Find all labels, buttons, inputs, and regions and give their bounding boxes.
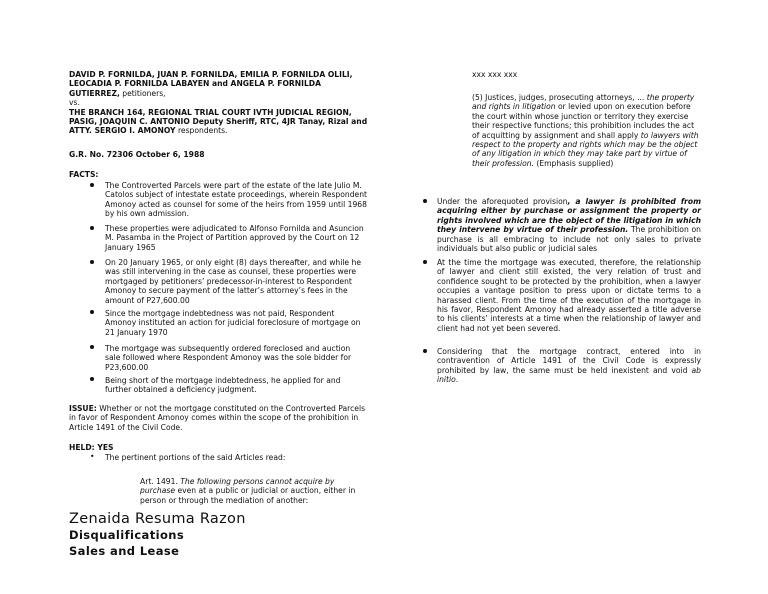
right-item-1-c: The prohibition on purchase is all embracing to include not only sales to private individuals but also public or judicial sales (437, 225, 701, 254)
para5-c: or levied upon on execution before the court within whose junction or territory they exercise their respective functions; this prohibition includes the act of acquitting by assignment and shall apply (472, 102, 695, 140)
facts-bullet-1 (90, 183, 94, 187)
held-item: The pertinent portions of the said Articles read: (105, 453, 286, 462)
facts-item-1: The Controverted Parcels were part of the estate of the late Julio M. Catolos subject of intestate estate proceedings, wherein Respondent Amonoy acted as counsel for some of the heirs from 1959 until 1968 by his own admission. (105, 181, 367, 219)
para5-e: (Emphasis supplied) (533, 158, 614, 168)
para5-a: (5) Justices, judges, prosecuting attorneys, ... (472, 93, 647, 102)
right-item-1 (437, 197, 701, 253)
right-item-3 (437, 347, 701, 385)
facts-bullet-3 (90, 260, 94, 264)
petitioners-names: DAVID P. FORNILDA, JUAN P. FORNILDA, EMILIA P. FORNILDA OLILI, LEOCADIA P. FORNILDA LABAYEN and ANGELA P. FORNILDA GUTIERREZ, (69, 70, 353, 98)
issue-text: Whether or not the mortgage constituted on the Controverted Parcels in favor of Respondent Amonoy comes within the scope of the prohibition in Article 1491 of the Civil Code. (69, 404, 366, 432)
para5-b: the property and rights in litigation (472, 93, 695, 112)
right-item-3-a: Considering that the mortgage contract, entered into in contravention of Article 1491 of the Civil Code is expressly prohibited by law, the same must be held inexistent and void (437, 347, 701, 375)
facts-item-5: The mortgage was subsequently ordered foreclosed and auction sale followed where Respondent Amonoy was the sole bidder for P23,600.00 (105, 344, 352, 372)
versus-text: vs. (69, 98, 80, 108)
article-italic: The following persons cannot acquire by purchase (140, 477, 335, 496)
facts-item-3: On 20 January 1965, or only eight (8) days thereafter, and while he was still intervening in the case as counsel, these properties were mortgaged by petitioners’ predecessor-in-interest to Respondent Amonoy to secure payment of the latter’s attorney’s fees in the amount of P27,600.00 (105, 258, 362, 305)
petitioners-word: petitioners, (119, 88, 166, 98)
right-item-1-a: Under the aforequoted provision (437, 197, 568, 206)
right-item-2: At the time the mortgage was executed, therefore, the relationship of lawyer and client still existed, the very relation of trust and confidence sought to be protected by the prohibition, when a lawyer occupies a vantage position to press upon or dictate terms to a harassed client. From the time of the execution of the mortgage in his favor, Respondent Amonoy had already asserted a title adverse to his clients' interests at a time when the relationship of lawyer and client had not yet been severed. (437, 258, 701, 333)
gr-number: G.R. No. 72306 October 6, 1988 (69, 150, 205, 159)
respondents-names: THE BRANCH 164, REGIONAL TRIAL COURT IVTH JUDICIAL REGION, PASIG, JOAQUIN C. ANTONIO Deputy Sheriff, RTC, 4JR Tanay, Rizal and ATTY. SERGIO I. AMONOY (69, 107, 368, 136)
facts-item-6: Being short of the mortgage indebtedness, he applied for and further obtained a deficiency judgment. (105, 376, 341, 395)
issue-block (69, 404, 369, 432)
facts-bullet-2 (90, 226, 94, 230)
right-bullet-2 (423, 260, 427, 264)
facts-bullet-5 (90, 345, 94, 349)
facts-bullet-6 (90, 377, 94, 381)
topic-line-2: Sales and Lease (69, 544, 180, 558)
para5-d: to lawyers with respect to the property and rights which may be the object of any litigation in which they may take part by virtue of their profession. (472, 130, 699, 168)
author-name: Zenaida Resuma Razon (69, 511, 246, 527)
held-label: HELD: YES (69, 443, 114, 452)
facts-label: FACTS: (69, 170, 99, 179)
held-bullet-glyph: • (90, 452, 95, 461)
facts-item-4: Since the mortgage indebtedness was not paid, Respondent Amonoy instituted an action for judicial foreclosure of mortgage on 21 January 1970 (105, 309, 361, 337)
paragraph-5 (472, 93, 700, 168)
right-bullet-1 (423, 199, 427, 203)
facts-item-2: These properties were adjudicated to Alfonso Fornilda and Asuncion M. Pasamba in the Project of Partition approved by the Court on 12 January 1965 (105, 224, 364, 252)
issue-label: ISSUE: (69, 404, 97, 413)
right-item-3-c: . (455, 375, 459, 385)
article-prefix: Art. 1491. (140, 477, 181, 486)
article-rest: even at a public or judicial or auction, either in person or through the mediation of another: (140, 486, 356, 505)
right-bullet-3 (423, 349, 427, 353)
right-item-3-b: ab initio (437, 365, 701, 385)
right-item-1-b: , a lawyer is prohibited from acquiring either by purchase or assignment the property or rights involved which are the object of the litigation in which they intervene by virtue of their profession. (437, 197, 701, 235)
respondents-word: respondents. (175, 126, 228, 136)
facts-bullet-4 (90, 310, 94, 314)
topic-line-1: Disqualifications (69, 528, 185, 542)
case-caption (69, 70, 369, 136)
article-1491 (140, 477, 362, 505)
ellipsis-line: xxx xxx xxx (472, 70, 518, 79)
